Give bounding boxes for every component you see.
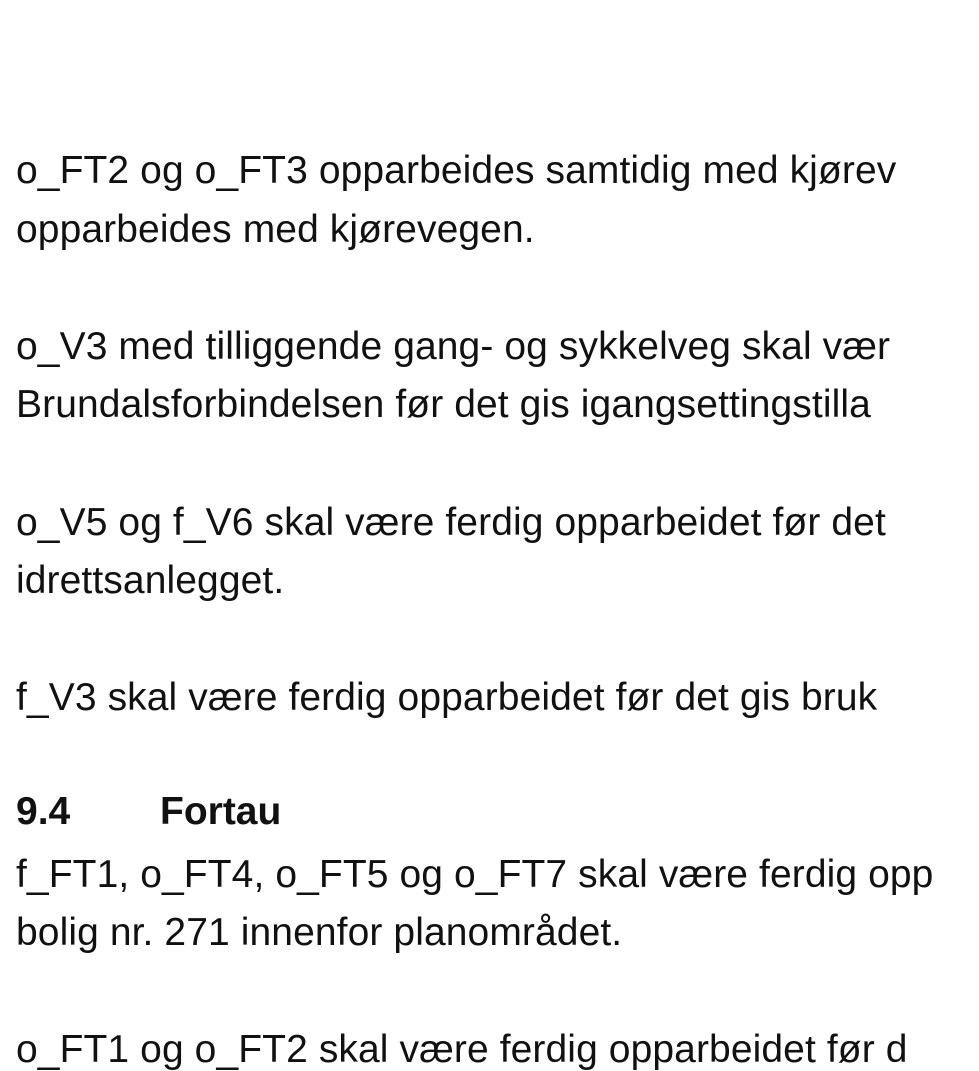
paragraph-1-line-2: opparbeides med kjørevegen. xyxy=(16,208,535,251)
paragraph-2-line-1: o_V3 med tilliggende gang- og sykkelveg skal vær xyxy=(16,325,891,368)
paragraph-4-line-1: f_V3 skal være ferdig opparbeidet før det gis bruk xyxy=(16,676,878,719)
section-paragraph-line-2: bolig nr. 271 innenfor planområdet. xyxy=(16,911,623,954)
paragraph-3-line-1: o_V5 og f_V6 skal være ferdig opparbeidet før det xyxy=(16,501,886,544)
section-heading xyxy=(16,792,281,831)
paragraph-1-line-1: o_FT2 og o_FT3 opparbeides samtidig med kjørev xyxy=(16,149,897,192)
section-paragraph-line-1: f_FT1, o_FT4, o_FT5 og o_FT7 skal være ferdig opp xyxy=(16,853,934,896)
paragraph-2-line-2: Brundalsforbindelsen før det gis igangsettingstilla xyxy=(16,383,871,426)
paragraph-3-line-2: idrettsanlegget. xyxy=(16,559,285,602)
section-number: 9.4 xyxy=(16,790,71,833)
section-paragraph-line-3: o_FT1 og o_FT2 skal være ferdig opparbeidet før d xyxy=(16,1028,908,1071)
section-title: Fortau xyxy=(160,790,282,833)
